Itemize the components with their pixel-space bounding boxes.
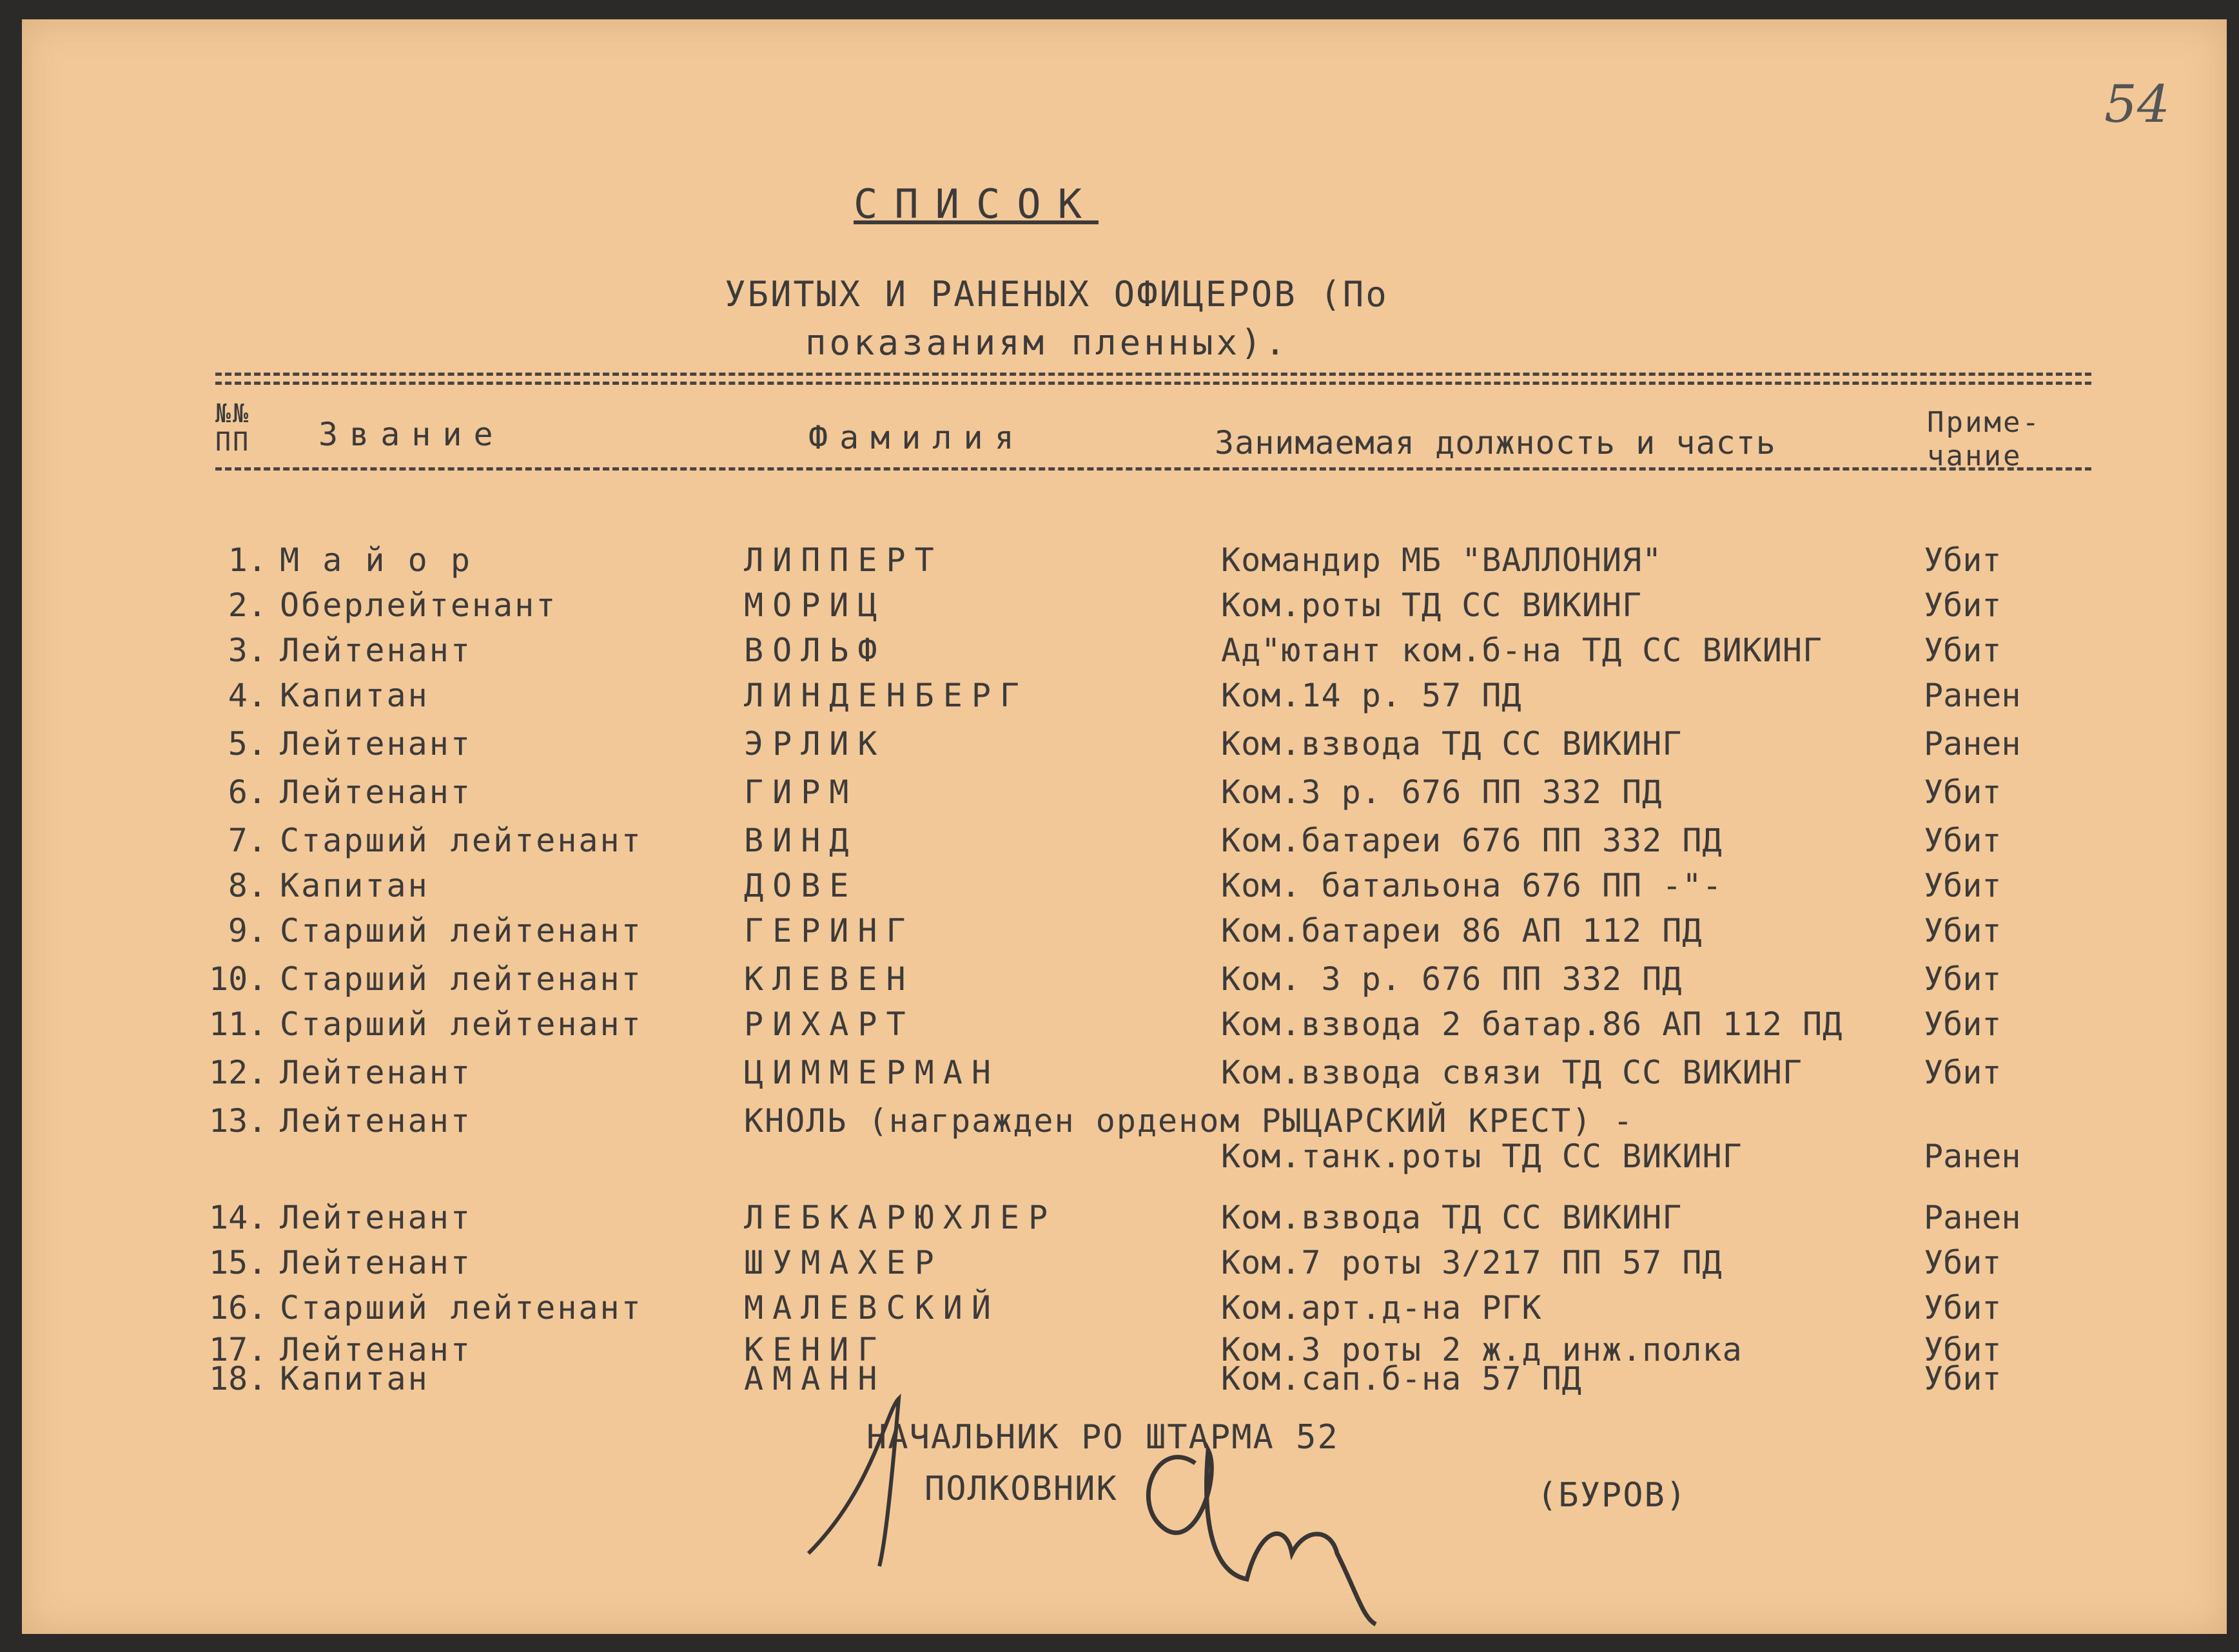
row-rank: Капитан (280, 867, 429, 904)
row-rank: Лейтенант (280, 725, 472, 763)
table-row (22, 1289, 2227, 1334)
top-rule (215, 373, 2091, 376)
row-note: Убит (1924, 912, 2002, 949)
table-row (22, 773, 2227, 819)
row-surname: ВИНД (744, 822, 858, 859)
row-rank: Старший лейтенант (280, 1006, 643, 1043)
row-rank: Старший лейтенант (280, 912, 643, 949)
row-surname: АМАНН (744, 1360, 886, 1397)
row-number: 9. (228, 912, 267, 949)
row-number: 12. (209, 1054, 268, 1091)
row-number: 8. (228, 867, 267, 904)
row-rank: Лейтенант (280, 1054, 472, 1091)
row-surname: КЕНИГ (744, 1331, 886, 1368)
row-position: Ком.сап.б-на 57 ПД (1221, 1360, 1582, 1397)
row-position: Ком.батареи 86 АП 112 ПД (1221, 912, 1703, 949)
row-position: Ком.взвода ТД СС ВИКИНГ (1221, 1199, 1683, 1236)
row-position: Ком.взвода связи ТД СС ВИКИНГ (1221, 1054, 1803, 1091)
row-rank: Лейтенант (280, 632, 472, 669)
table-row (22, 1102, 2227, 1175)
row-number: 4. (228, 677, 267, 714)
row-position: Ком. батальона 676 ПП -"- (1221, 867, 1723, 904)
row-rank: Лейтенант (280, 1102, 472, 1140)
row-surname: ГИРМ (744, 773, 858, 811)
row-number: 1. (228, 541, 267, 579)
table-row (22, 541, 2227, 587)
row-position: Ком.роты ТД СС ВИКИНГ (1221, 587, 1643, 624)
row-position: Ком.7 роты 3/217 ПП 57 ПД (1221, 1244, 1723, 1281)
signatory-rank: ПОЛКОВНИК (924, 1470, 1118, 1508)
row-position: Ком.взвода ТД СС ВИКИНГ (1221, 725, 1683, 763)
row-number: 7. (228, 822, 267, 859)
row-note: Убит (1924, 867, 2002, 904)
row-rank: Капитан (280, 677, 429, 714)
page-number: 54 (2104, 74, 2170, 134)
table-row (22, 677, 2227, 722)
header-name: Фамилия (808, 419, 1026, 456)
row-number: 5. (228, 725, 267, 763)
row-position: Командир МБ "ВАЛЛОНИЯ" (1221, 541, 1663, 579)
row-number: 2. (228, 587, 267, 624)
top-rule-2 (215, 382, 2091, 385)
row-surname: ГЕРИНГ (744, 912, 915, 949)
row-surname: МОРИЦ (744, 587, 886, 624)
row-rank: Лейтенант (280, 1331, 472, 1368)
row-position: Ком.3 роты 2 ж.д инж.полка (1221, 1331, 1743, 1368)
row-position: Ад"ютант ком.б-на ТД СС ВИКИНГ (1221, 632, 1823, 669)
header-position: Занимаемая должность и часть (1215, 424, 1776, 462)
row-note: Ранен (1924, 725, 2021, 763)
row-surname: РИХАРТ (744, 1006, 915, 1043)
header-note: Приме- чание (1927, 406, 2041, 472)
row-surname: ЭРЛИК (744, 725, 886, 763)
row-rank: Старший лейтенант (280, 822, 643, 859)
document-title: СПИСОК (854, 180, 1099, 228)
table-row (22, 725, 2227, 770)
row-number: 15. (209, 1244, 268, 1281)
row-number: 10. (209, 960, 268, 998)
row-number: 6. (228, 773, 267, 811)
signatory-name: (БУРОВ) (1537, 1476, 1688, 1515)
table-row (22, 912, 2227, 957)
row-rank: Старший лейтенант (280, 960, 643, 998)
row-position: Ком.взвода 2 батар.86 АП 112 ПД (1221, 1006, 1843, 1043)
subtitle-line-2: показаниям пленных). (805, 322, 1289, 363)
row-note: Убит (1924, 1244, 2002, 1281)
row-note: Ранен (1924, 1138, 2021, 1175)
row-note: Убит (1924, 1054, 2002, 1091)
table-row (22, 587, 2227, 632)
row-number: 18. (209, 1360, 268, 1397)
row-note: Убит (1924, 1006, 2002, 1043)
header-rank: Звание (318, 416, 505, 453)
row-note: Убит (1924, 1289, 2002, 1326)
row-number: 16. (209, 1289, 268, 1326)
header-rule (215, 467, 2091, 471)
row-rank: Лейтенант (280, 1244, 472, 1281)
row-surname: ШУМАХЕР (744, 1244, 943, 1281)
row-surname: ЦИММЕРМАН (744, 1054, 1000, 1091)
row-surname: КНОЛЬ (награжден орденом РЫЦАРСКИЙ КРЕСТ) - (744, 1102, 1634, 1140)
row-number: 17. (209, 1331, 268, 1368)
row-note: Убит (1924, 632, 2002, 669)
row-position: Ком.14 р. 57 ПД (1221, 677, 1522, 714)
table-row (22, 1054, 2227, 1099)
row-rank: Старший лейтенант (280, 1289, 643, 1326)
handwritten-signature (796, 1360, 1505, 1631)
row-rank: Капитан (280, 1360, 429, 1397)
document-sheet (22, 19, 2227, 1634)
row-surname: ДОВЕ (744, 867, 858, 904)
signatory-title: НАЧАЛЬНИК РО ШТАРМА 52 (866, 1418, 1339, 1457)
row-number: 11. (209, 1006, 268, 1043)
header-num: №№ ПП (215, 399, 251, 457)
row-surname: ЛИППЕРТ (744, 541, 943, 579)
table-row (22, 632, 2227, 677)
table-row (22, 1244, 2227, 1289)
row-note: Ранен (1924, 1199, 2021, 1236)
row-surname: ЛЕБКАРЮХЛЕР (744, 1199, 1057, 1236)
row-surname: КЛЕВЕН (744, 960, 915, 998)
table-row (22, 867, 2227, 912)
row-rank: М а й о р (280, 541, 472, 579)
row-position: Ком.3 р. 676 ПП 332 ПД (1221, 773, 1663, 811)
row-note: Ранен (1924, 677, 2021, 714)
row-note: Убит (1924, 822, 2002, 859)
row-note: Убит (1924, 1331, 2002, 1368)
row-surname: ЛИНДЕНБЕРГ (744, 677, 1029, 714)
row-surname: ВОЛЬФ (744, 632, 886, 669)
row-number: 3. (228, 632, 267, 669)
table-row (22, 822, 2227, 867)
row-note: Убит (1924, 1360, 2002, 1397)
row-position: Ком.батареи 676 ПП 332 ПД (1221, 822, 1723, 859)
row-number: 14. (209, 1199, 268, 1236)
row-surname: МАЛЕВСКИЙ (744, 1289, 1000, 1326)
row-position: Ком. 3 р. 676 ПП 332 ПД (1221, 960, 1683, 998)
row-position: Ком.арт.д-на РГК (1221, 1289, 1542, 1326)
row-position: Ком.танк.роты ТД СС ВИКИНГ (1221, 1138, 1743, 1175)
row-note: Убит (1924, 960, 2002, 998)
row-note: Убит (1924, 541, 2002, 579)
subtitle-line-1: УБИТЫХ И РАНЕНЫХ ОФИЦЕРОВ (По (725, 274, 1389, 315)
table-row (22, 960, 2227, 1006)
table-row (22, 1006, 2227, 1051)
row-number: 13. (209, 1102, 268, 1140)
row-note: Убит (1924, 587, 2002, 624)
row-rank: Лейтенант (280, 773, 472, 811)
row-rank: Оберлейтенант (280, 587, 558, 624)
row-note: Убит (1924, 773, 2002, 811)
row-rank: Лейтенант (280, 1199, 472, 1236)
table-row (22, 1199, 2227, 1244)
